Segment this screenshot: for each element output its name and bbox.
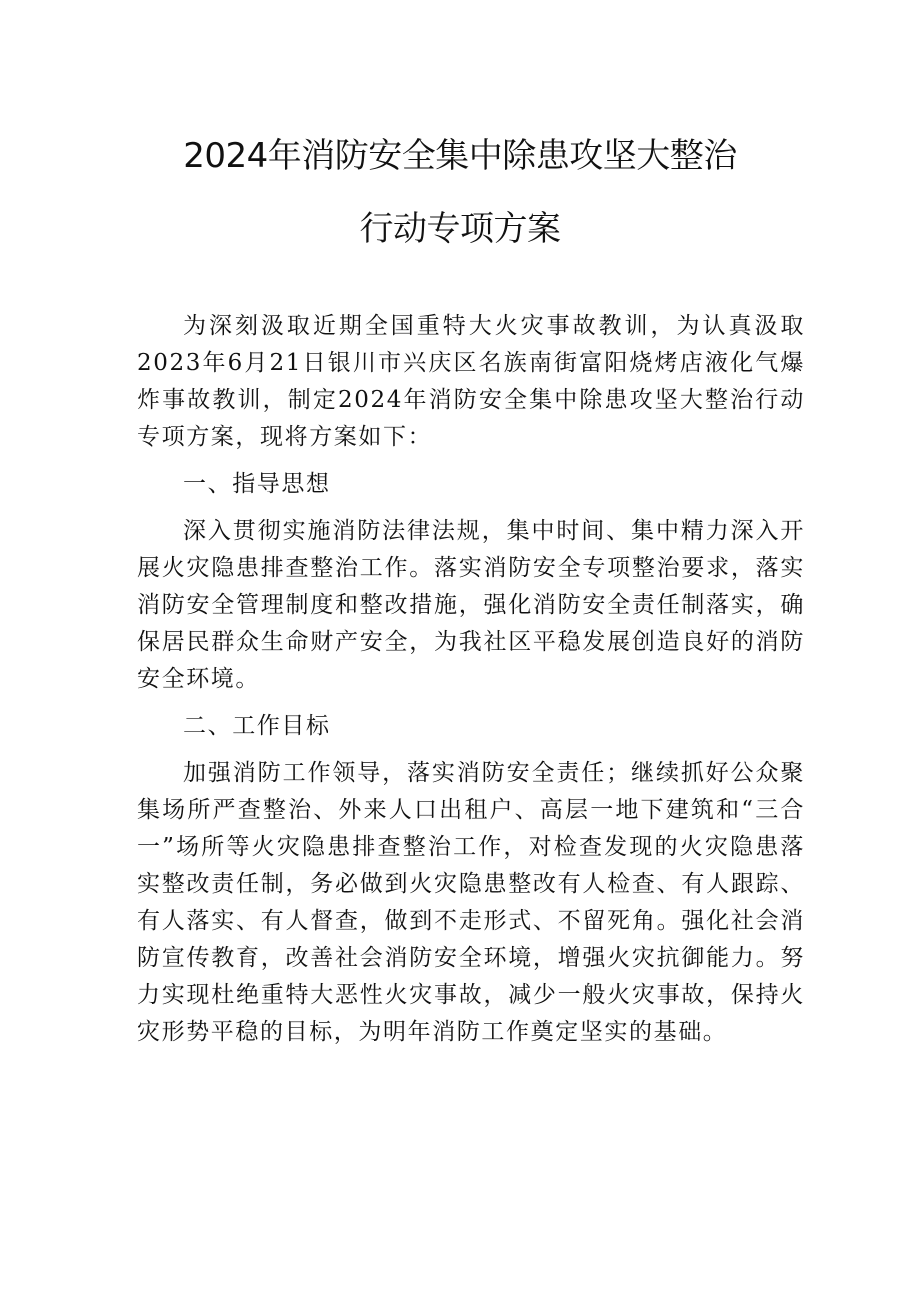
section-paragraph-work-goals: 加强消防工作领导，落实消防安全责任；继续抓好公众聚集场所严查整治、外来人口出租户、高层一地下建筑和“三合一”场所等火灾隐患排查整治工作，对检查发现的火灾隐患落实整改责任制，务必做到火灾隐患整改有人检查、有人跟踪、有人落实、有人督查，做到不走形式、不留死角。强化社会消防宣传教育，改善社会消防安全环境，增强火灾抗御能力。努力实现杜绝重特大恶性火灾事故，减少一般火灾事故，保持火灾形势平稳的目标，为明年消防工作奠定坚实的基础。 xyxy=(137,760,805,1045)
section-paragraph-guiding-thought: 深入贯彻实施消防法律法规，集中时间、集中精力深入开展火灾隐患排查整治工作。落实消防安全专项整治要求，落实消防安全管理制度和整改措施，强化消防安全责任制落实，确保居民群众生命财产安全，为我社区平稳发展创造良好的消防安全环境。 xyxy=(137,518,805,692)
document-title-line-1: 2024年消防安全集中除患攻坚大整治 xyxy=(183,136,737,176)
section-heading-guiding-thought: 一、指导思想 xyxy=(183,471,331,497)
intro-paragraph: 为深刻汲取近期全国重特大火灾事故教训，为认真汲取2023年6月21日银川市兴庆区名族南街富阳烧烤店液化气爆炸事故教训，制定2024年消防安全集中除患攻坚大整治行动专项方案，现将方案如下： xyxy=(137,313,805,450)
section-heading-work-goals: 二、工作目标 xyxy=(183,713,331,739)
document-title-line-2: 行动专项方案 xyxy=(359,209,561,249)
document-body xyxy=(137,308,805,1061)
